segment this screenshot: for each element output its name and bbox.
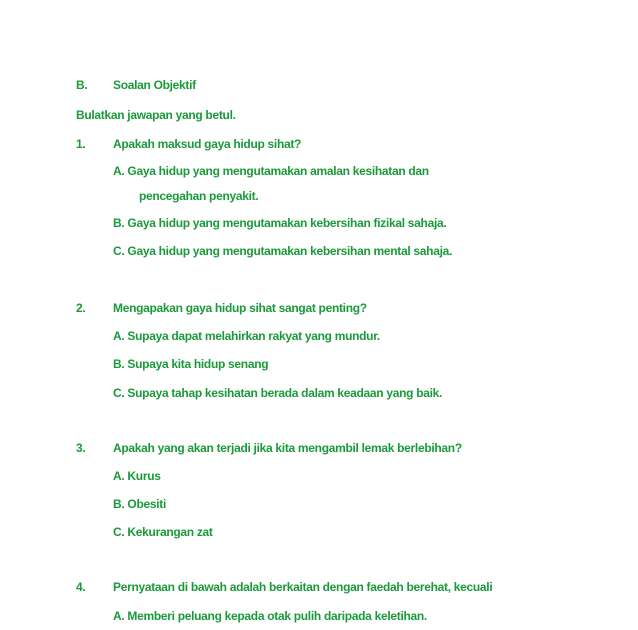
question-1-option-a-continuation: pencegahan penyakit. [139, 189, 259, 203]
question-4-option-a[interactable]: A. Memberi peluang kepada otak pulih daripada keletihan. [113, 609, 427, 623]
question-1-text: Apakah maksud gaya hidup sihat? [113, 137, 302, 151]
question-1-number: 1. [76, 137, 86, 151]
question-3-option-b[interactable]: B. Obesiti [113, 497, 167, 511]
question-4-number: 4. [76, 580, 86, 594]
question-1-option-b[interactable]: B. Gaya hidup yang mengutamakan kebersihan fizikal sahaja. [113, 216, 447, 230]
question-3-option-c[interactable]: C. Kekurangan zat [113, 525, 213, 539]
question-3-text: Apakah yang akan terjadi jika kita mengambil lemak berlebihan? [113, 441, 462, 455]
question-2-option-c[interactable]: C. Supaya tahap kesihatan berada dalam keadaan yang baik. [113, 386, 443, 400]
question-3-number: 3. [76, 441, 86, 455]
question-3-option-a[interactable]: A. Kurus [113, 469, 161, 483]
question-1-option-c[interactable]: C. Gaya hidup yang mengutamakan kebersihan mental sahaja. [113, 244, 453, 258]
question-1-option-a[interactable]: A. Gaya hidup yang mengutamakan amalan kesihatan dan [113, 164, 429, 178]
question-2-number: 2. [76, 301, 86, 315]
question-2-option-b[interactable]: B. Supaya kita hidup senang [113, 357, 269, 371]
question-2-text: Mengapakan gaya hidup sihat sangat penting? [113, 301, 367, 315]
question-2-option-a[interactable]: A. Supaya dapat melahirkan rakyat yang mundur. [113, 329, 380, 343]
section-label: B. [76, 78, 88, 92]
question-4-text: Pernyataan di bawah adalah berkaitan dengan faedah berehat, kecuali [113, 580, 493, 594]
section-title: Soalan Objektif [113, 78, 196, 92]
instruction-text: Bulatkan jawapan yang betul. [76, 108, 236, 122]
